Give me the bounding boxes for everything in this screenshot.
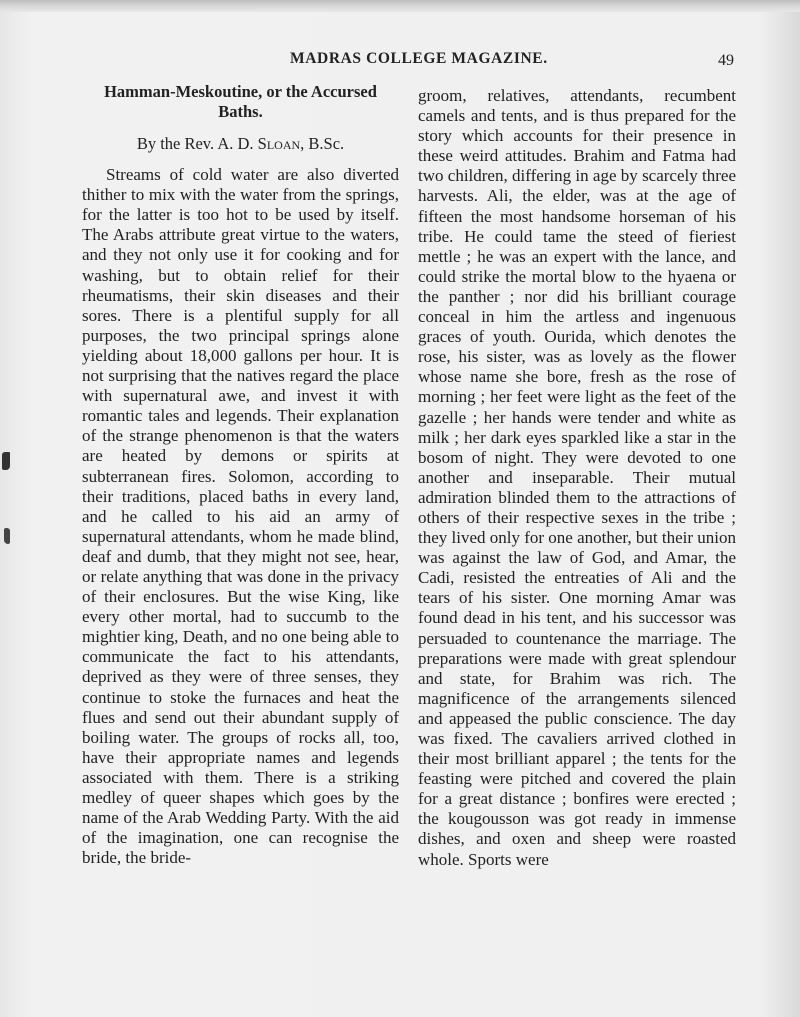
margin-ink-mark [2,452,10,470]
article-title-line: Baths. [218,102,263,121]
margin-ink-mark [4,528,10,544]
author-name: Sloan [257,134,301,153]
page-number: 49 [718,52,734,69]
left-column [82,82,399,868]
body-text: Streams of cold water are also diverted thither to mix with the water from the springs, for the latter is too hot to be used by itself. The Arabs attribute great virtue to the waters, and they not only use it for cooking and for washing, but to obtain relief for their rheumatisms, their skin diseases and their sores. There is a plentiful supply for all purposes, the two principal springs alone yielding about 18,000 gallons per hour. It is not surprising that the natives regard the place with supernatural awe, and invest it with romantic tales and legends. Their explanation of the strange phenomenon is that the waters are heated by demons or spirits at subterranean fires. Solomon, according to their traditions, placed baths in every land, and he called to his aid an army of supernatural attendants, whom he made blind, deaf and dumb, that they might not see, hear, or relate anything that was done in the privacy of their enclosures. But the wise King, like every other mortal, had to succumb to the mightier king, Death, and no one being able to communicate the fact to his attendants, deprived as they were of three senses, they continue to stoke the furnaces and heat the flues and send out their abundant supply of boiling water. The groups of rocks all, too, have their appropriate names and legends associated with them. There is a striking medley of queer shapes which goes by the name of the Arab Wedding Party. With the aid of the imagination, one can recognise the bride, the bride- [82,165,399,868]
body-text: groom, relatives, attendants, recumbent camels and tents, and is thus prepared for the story which accounts for their presence in these weird attitudes. Brahim and Fatma had two children, differing in age by scarcely three harvests. Ali, the elder, was at the age of fifteen the most handsome horseman of his tribe. He could tame the steed of fieriest mettle ; he was an expert with the lance, and could strike the mortal blow to the hyaena or the panther ; nor did his brilliant courage conceal in him the artless and ingenuous graces of youth. Ourida, which denotes the rose, his sister, was as lovely as the flower whose name she bore, fresh as the rose of morning ; her feet were light as the feet of the gazelle ; her hands were tender and white as milk ; her dark eyes sparkled like a star in the bosom of night. They were devoted to one another and inseparable. Their mutual admiration blinded them to the attractions of others of their respective sexes in the tribe ; they lived only for one another, but their union was against the law of God, and Amar, the Cadi, resisted the entreaties of Ali and the tears of his sister. One morning Amar was found dead in his tent, and his successor was persuaded to countenance the marriage. The preparations were made with great splendour and state, for Brahim was rich. The magnificence of the arrangements silenced and appeased the public conscience. The day was fixed. The cavaliers arrived clothed in their most brilliant apparel ; the tents for the feasting were pitched and covered the plain for a great distance ; bonfires were erected ; the kougousson was got ready in immense dishes, and oxen and sheep were roasted whole. Sports were [418,86,736,869]
right-column [418,86,736,870]
byline-prefix: By the Rev. A. D. [136,134,254,153]
scan-top-edge [0,0,800,12]
running-header: MADRAS COLLEGE MAGAZINE. [290,50,548,67]
article-title-line: Hamman-Meskoutine, or the Accursed [104,82,377,101]
byline-suffix: , B.Sc. [300,134,345,153]
article-title [82,82,399,122]
article-byline [82,134,399,154]
